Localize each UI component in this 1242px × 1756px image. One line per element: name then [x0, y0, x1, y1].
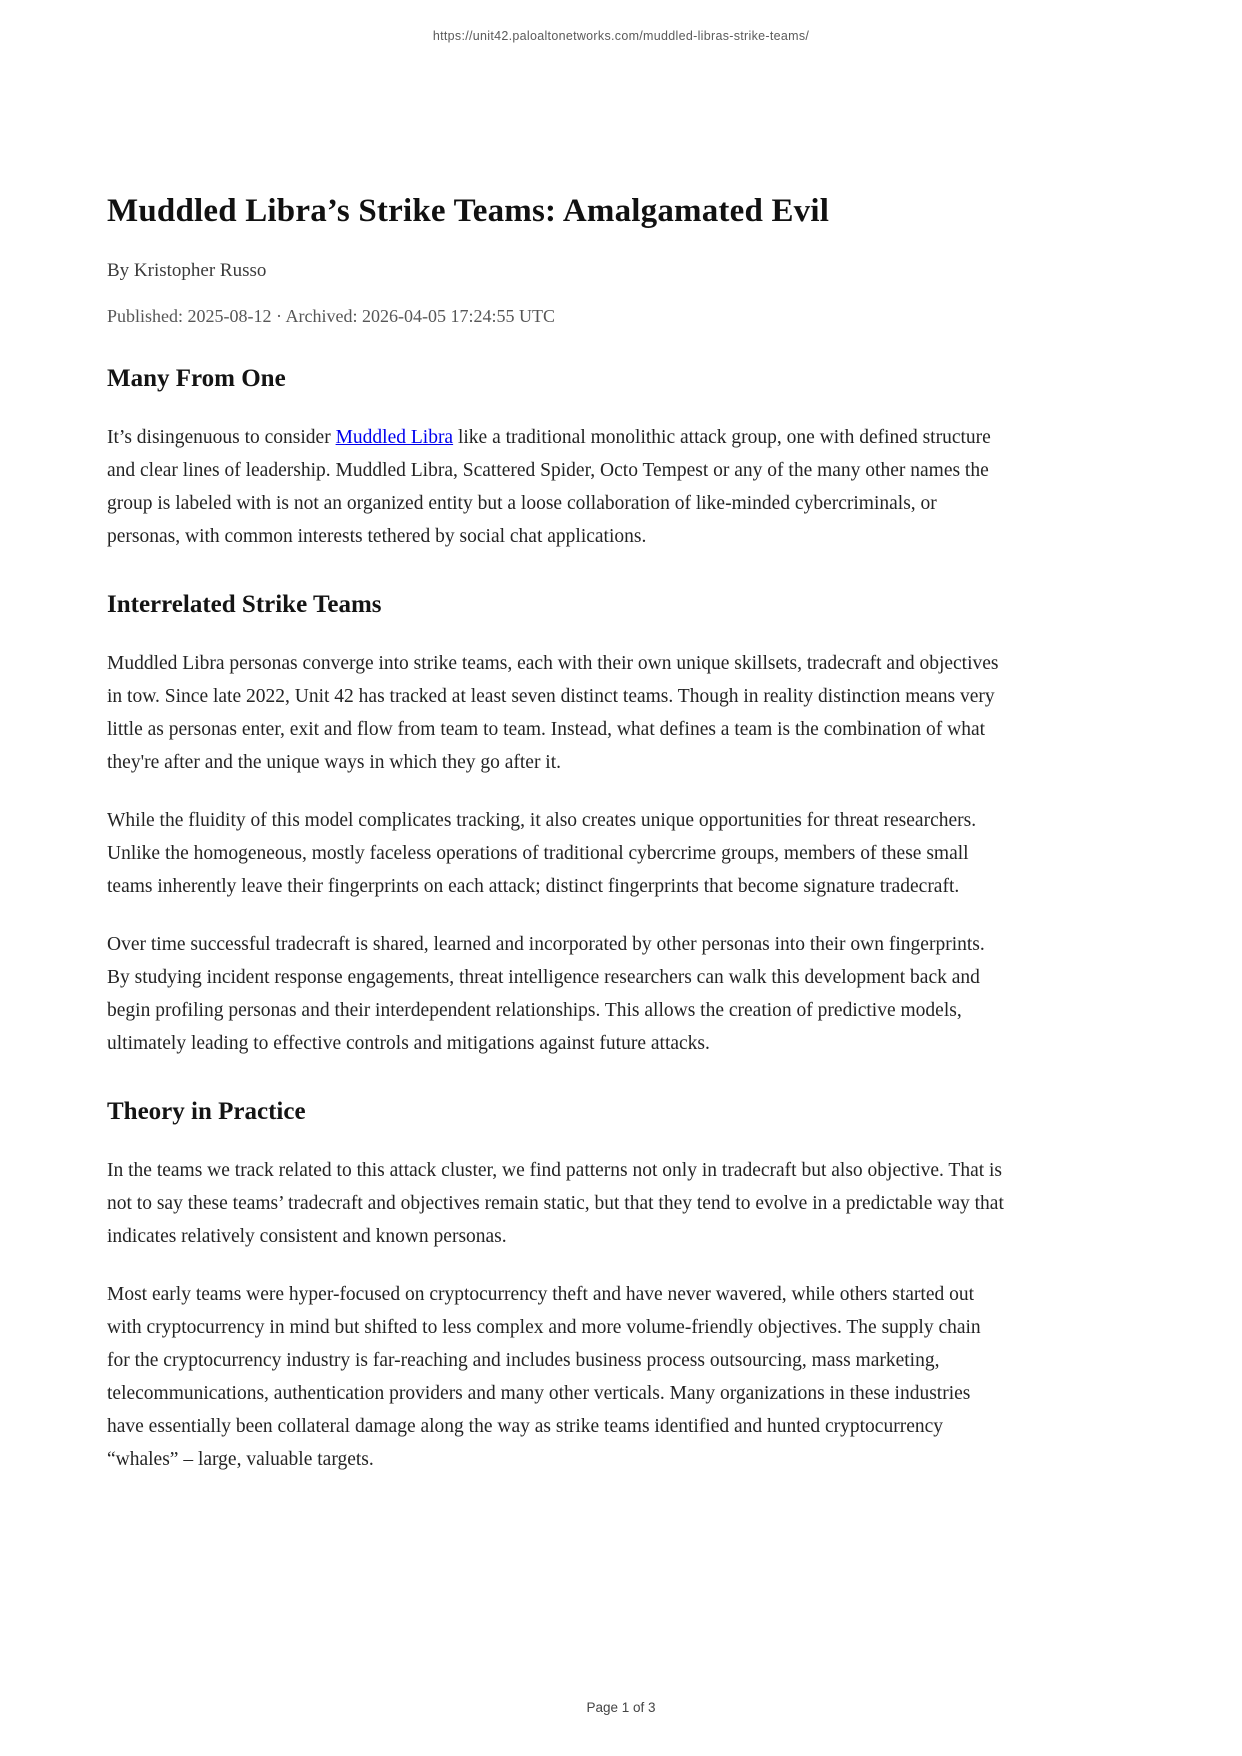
paragraph: While the fluidity of this model complicates tracking, it also creates unique opportunities for threat researchers. Unlike the homogeneous, mostly faceless operations of traditional cybercrime groups, members of these small teams inherently leave their fingerprints on each attack; distinct fingerprints that become signature tradecraft.	[107, 810, 977, 897]
paragraph-text: It’s disingenuous to consider	[107, 427, 336, 448]
page-number: Page 1 of 3	[586, 1700, 656, 1715]
article	[107, 0, 1004, 1501]
section-theory-in-practice	[107, 1098, 1004, 1476]
section-many-from-one	[107, 365, 1004, 553]
paragraph: Over time successful tradecraft is shared, learned and incorporated by other personas into their own fingerprints. By studying incident response engagements, threat intelligence researchers can walk this development back and begin profiling personas and their interdependent relationships. This allows the creation of predictive models, ultimately leading to effective controls and mitigations against future attacks.	[107, 934, 985, 1054]
source-url: https://unit42.paloaltonetworks.com/muddled-libras-strike-teams/	[432, 29, 810, 43]
paragraph: Most early teams were hyper-focused on cryptocurrency theft and have never wavered, while others started out with cryptocurrency in mind but shifted to less complex and more volume-friendly objectives. The supply chain for the cryptocurrency industry is far-reaching and includes business process outsourcing, mass marketing, telecommunications, authentication providers and many other verticals. Many organizations in these industries have essentially been collateral damage along the way as strike teams identified and hunted cryptocurrency “whales” – large, valuable targets.	[107, 1284, 981, 1470]
article-byline: By Kristopher Russo	[107, 260, 267, 281]
article-meta: Published: 2025-08-12 · Archived: 2026-04-05 17:24:55 UTC	[107, 306, 555, 326]
paragraph-text: like a traditional monolithic attack group, one with defined structure and clear lines of leadership. Muddled Libra, Scattered Spider, Octo Tempest or any of the many other names the group is labeled with is not an organized entity but a loose collaboration of like-minded cybercriminals, or personas, with common interests tethered by social chat applications.	[107, 427, 991, 547]
paragraph: In the teams we track related to this attack cluster, we find patterns not only in tradecraft but also objective. That is not to say these teams’ tradecraft and objectives remain static, but that they tend to evolve in a predictable way that indicates relatively consistent and known personas.	[107, 1160, 1004, 1247]
article-title: Muddled Libra’s Strike Teams: Amalgamated Evil	[107, 193, 830, 229]
muddled-libra-link[interactable]: Muddled Libra	[335, 427, 454, 448]
section-heading-many-from-one: Many From One	[107, 365, 286, 392]
section-interrelated-strike-teams	[107, 591, 1004, 1060]
section-heading-theory-in-practice: Theory in Practice	[107, 1098, 306, 1125]
section-heading-interrelated-strike-teams: Interrelated Strike Teams	[107, 591, 382, 618]
paragraph	[107, 421, 1004, 553]
paragraph: Muddled Libra personas converge into strike teams, each with their own unique skillsets, tradecraft and objectives in tow. Since late 2022, Unit 42 has tracked at least seven distinct teams. Though in reality distinction means very little as personas enter, exit and flow from team to team. Instead, what defines a team is the combination of what they're after and the unique ways in which they go after it.	[107, 653, 999, 773]
